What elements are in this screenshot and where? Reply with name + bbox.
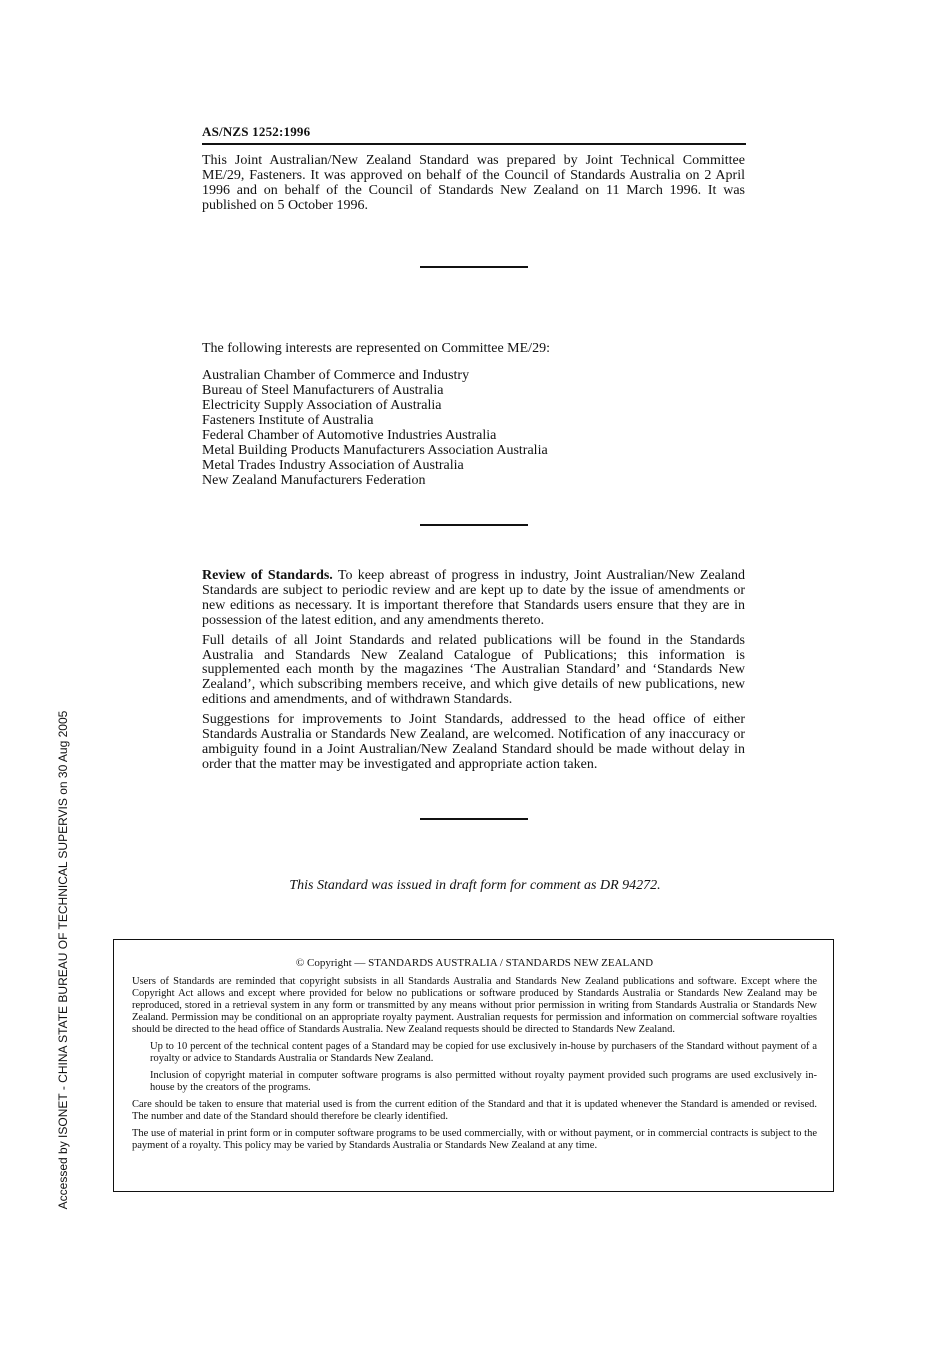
section-divider xyxy=(420,524,528,526)
copyright-paragraph-4: Care should be taken to ensure that material used is from the current edition of the Standard and that it is updated whenever the Standard is amended or revised. The number and date of the Standard should therefore be clearly identified. xyxy=(132,1099,817,1122)
copyright-box xyxy=(113,939,834,1192)
list-item: Metal Building Products Manufacturers Association Australia xyxy=(202,443,548,458)
copyright-paragraph-3: Inclusion of copyright material in computer software programs is also permitted without royalty payment provided such programs are used exclusively in-house by the creators of the programs. xyxy=(150,1070,817,1093)
copyright-title: © Copyright — STANDARDS AUSTRALIA / STANDARDS NEW ZEALAND xyxy=(295,957,654,969)
review-text-1: To keep abreast of progress in industry, Joint Australian/New Zealand Standards are subject to periodic review and are kept up to date by the issue of amendments or new editions as necessary. It is important therefore that Standards users ensure that they are in possession of the latest edition, and any amendments thereto. xyxy=(202,568,746,628)
section-divider xyxy=(420,266,528,268)
list-item: Fasteners Institute of Australia xyxy=(202,413,374,428)
section-divider xyxy=(420,818,528,820)
review-title: Review of Standards. xyxy=(202,568,333,583)
copyright-paragraph-5: The use of material in print form or in computer software programs to be used commercially, with or without payment, or in commercial contracts is subject to the payment of a royalty. This policy may be varied by Standards Australia or Standards New Zealand at any time. xyxy=(132,1128,817,1151)
list-item: Australian Chamber of Commerce and Industry xyxy=(202,368,470,383)
copyright-paragraph-1: Users of Standards are reminded that copyright subsists in all Standards Australia and Standards New Zealand publications and software. Except where the Copyright Act allows and except where provided for below no publications or software produced by Standards Australia or Standards New Zealand may be reproduced, stored in a retrieval system in any form or transmitted by any means without prior permission in writing from Standards Australia or Standards New Zealand. Permission may be conditional on an appropriate royalty payment. Australian requests for permission and information on commercial software royalties should be directed to the head office of Standards Australia. New Zealand requests should be directed to Standards New Zealand. xyxy=(132,976,817,1035)
access-stamp: Accessed by ISONET - CHINA STATE BUREAU OF TECHNICAL SUPERVIS on 30 Aug 2005 xyxy=(56,710,70,1210)
list-item: New Zealand Manufacturers Federation xyxy=(202,473,426,488)
intro-paragraph: This Joint Australian/New Zealand Standard was prepared by Joint Technical Committee ME/29, Fasteners. It was approved on behalf of the Council of Standards Australia on 2 April 1996 and on behalf of the Council of Standards New Zealand on 11 March 1996. It was published on 5 October 1996. xyxy=(202,153,745,213)
interests-list xyxy=(202,368,548,488)
review-paragraph-2: Full details of all Joint Standards and related publications will be found in the Standards Australia and Standards New Zealand Catalogue of Publications; this information is supplemented each month by the magazines ‘The Australian Standard’ and ‘Standards New Zealand’, which subscribing members receive, and which give details of new publications, new editions and amendments, and of withdrawn Standards. xyxy=(202,632,745,708)
interests-heading: The following interests are represented on Committee ME/29: xyxy=(202,341,550,356)
document-code: AS/NZS 1252:1996 xyxy=(202,124,746,145)
draft-note: This Standard was issued in draft form for comment as DR 94272. xyxy=(289,878,661,893)
review-section xyxy=(202,569,745,778)
list-item: Metal Trades Industry Association of Australia xyxy=(202,458,464,473)
review-paragraph-3: Suggestions for improvements to Joint Standards, addressed to the head office of either Standards Australia or Standards New Zealand, are welcomed. Notification of any inaccuracy or ambiguity found in a Joint Australian/New Zealand Standard should be made without delay in order that the matter may be investigated and appropriate action taken. xyxy=(202,712,745,772)
list-item: Electricity Supply Association of Australia xyxy=(202,398,442,413)
list-item: Federal Chamber of Automotive Industries Australia xyxy=(202,428,497,443)
list-item: Bureau of Steel Manufacturers of Australia xyxy=(202,383,444,398)
copyright-paragraph-2: Up to 10 percent of the technical content pages of a Standard may be copied for use exclusively in-house by purchasers of the Standard without payment of a royalty or advice to Standards Australia or Standards New Zealand. xyxy=(150,1041,817,1064)
review-paragraph-1 xyxy=(202,569,745,629)
